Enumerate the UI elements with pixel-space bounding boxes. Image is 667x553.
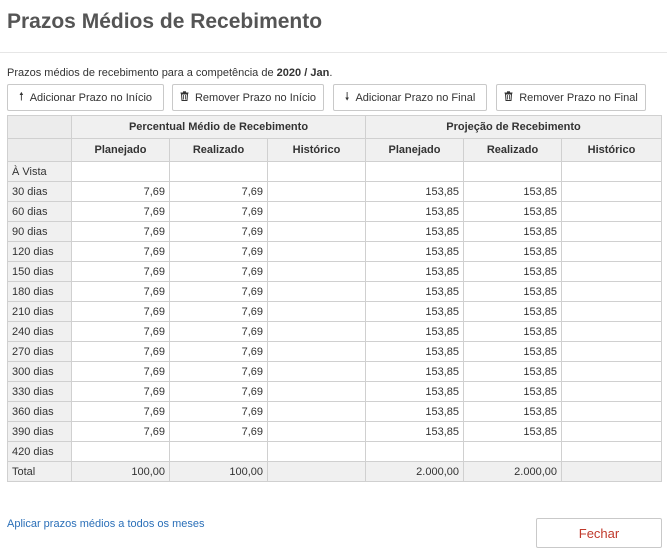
add-term-end-label: Adicionar Prazo no Final: [355, 91, 476, 104]
corner-cell: [8, 139, 72, 162]
value-cell[interactable]: [562, 442, 662, 462]
page-title: Prazos Médios de Recebimento: [7, 10, 323, 33]
value-cell[interactable]: 153,85: [366, 182, 464, 202]
term-label: 360 dias: [8, 402, 72, 422]
value-cell[interactable]: 153,85: [464, 422, 562, 442]
value-cell[interactable]: 153,85: [464, 242, 562, 262]
term-label: 240 dias: [8, 322, 72, 342]
value-cell[interactable]: [562, 222, 662, 242]
value-cell[interactable]: 7,69: [170, 262, 268, 282]
column-header: Histórico: [268, 139, 366, 162]
competence-subtitle: [7, 67, 332, 79]
value-cell[interactable]: 153,85: [366, 382, 464, 402]
value-cell[interactable]: [268, 442, 366, 462]
value-cell[interactable]: 153,85: [464, 282, 562, 302]
trash-icon: [504, 91, 513, 104]
value-cell[interactable]: 7,69: [170, 182, 268, 202]
value-cell[interactable]: [562, 382, 662, 402]
total-cell: [268, 462, 366, 482]
column-header: Planejado: [366, 139, 464, 162]
table-row: [8, 302, 662, 322]
column-header: Realizado: [170, 139, 268, 162]
table-row: [8, 402, 662, 422]
close-button[interactable]: Fechar: [536, 518, 662, 548]
value-cell[interactable]: [366, 162, 464, 182]
value-cell[interactable]: 153,85: [464, 322, 562, 342]
group-header-percent: Percentual Médio de Recebimento: [72, 116, 366, 139]
value-cell[interactable]: 153,85: [366, 282, 464, 302]
remove-term-end-button[interactable]: [496, 84, 646, 111]
value-cell[interactable]: 153,85: [366, 322, 464, 342]
term-label: 150 dias: [8, 262, 72, 282]
value-cell[interactable]: 153,85: [464, 262, 562, 282]
corner-cell: [8, 116, 72, 139]
value-cell[interactable]: [562, 282, 662, 302]
arrow-down-icon: 🠗: [344, 91, 350, 103]
value-cell[interactable]: [268, 322, 366, 342]
value-cell[interactable]: [268, 242, 366, 262]
value-cell[interactable]: [170, 442, 268, 462]
value-cell[interactable]: 153,85: [366, 302, 464, 322]
value-cell[interactable]: 153,85: [464, 302, 562, 322]
table-row: [8, 222, 662, 242]
add-term-start-label: Adicionar Prazo no Início: [29, 91, 153, 104]
value-cell[interactable]: [268, 362, 366, 382]
value-cell[interactable]: 7,69: [170, 402, 268, 422]
value-cell[interactable]: 7,69: [170, 382, 268, 402]
value-cell[interactable]: [268, 182, 366, 202]
value-cell[interactable]: [562, 422, 662, 442]
value-cell[interactable]: 7,69: [72, 282, 170, 302]
value-cell[interactable]: [268, 162, 366, 182]
term-label: 60 dias: [8, 202, 72, 222]
value-cell[interactable]: 153,85: [464, 402, 562, 422]
value-cell[interactable]: [366, 442, 464, 462]
table-row: [8, 202, 662, 222]
value-cell[interactable]: [268, 422, 366, 442]
table-row: [8, 382, 662, 402]
value-cell[interactable]: 153,85: [464, 222, 562, 242]
value-cell[interactable]: [170, 162, 268, 182]
trash-icon: [180, 91, 189, 104]
table-row: [8, 342, 662, 362]
subtitle-month: Jan: [310, 67, 330, 79]
value-cell[interactable]: [268, 302, 366, 322]
value-cell[interactable]: [72, 162, 170, 182]
value-cell[interactable]: 153,85: [366, 202, 464, 222]
total-cell: 100,00: [72, 462, 170, 482]
remove-term-end-label: Remover Prazo no Final: [519, 91, 638, 104]
table-row: [8, 162, 662, 182]
value-cell[interactable]: 153,85: [464, 362, 562, 382]
value-cell[interactable]: 7,69: [170, 422, 268, 442]
value-cell[interactable]: 153,85: [366, 362, 464, 382]
value-cell[interactable]: 153,85: [464, 342, 562, 362]
subtitle-year: 2020: [276, 67, 302, 79]
value-cell[interactable]: 7,69: [72, 382, 170, 402]
value-cell[interactable]: 7,69: [170, 242, 268, 262]
value-cell[interactable]: 153,85: [366, 262, 464, 282]
value-cell[interactable]: 153,85: [366, 342, 464, 362]
value-cell[interactable]: [72, 442, 170, 462]
table-row: [8, 262, 662, 282]
column-header: Realizado: [464, 139, 562, 162]
value-cell[interactable]: 7,69: [72, 362, 170, 382]
value-cell[interactable]: 153,85: [366, 242, 464, 262]
value-cell[interactable]: [562, 262, 662, 282]
value-cell[interactable]: [268, 382, 366, 402]
table-row: [8, 322, 662, 342]
value-cell[interactable]: 153,85: [366, 222, 464, 242]
value-cell[interactable]: 7,69: [72, 202, 170, 222]
total-cell: 2.000,00: [464, 462, 562, 482]
add-term-end-button[interactable]: [333, 84, 487, 111]
value-cell[interactable]: [562, 182, 662, 202]
value-cell[interactable]: 7,69: [72, 222, 170, 242]
table-row: [8, 282, 662, 302]
term-label: 180 dias: [8, 282, 72, 302]
value-cell[interactable]: 7,69: [170, 362, 268, 382]
value-cell[interactable]: 7,69: [72, 342, 170, 362]
value-cell[interactable]: 7,69: [72, 182, 170, 202]
term-label: 120 dias: [8, 242, 72, 262]
subtitle-prefix: Prazos médios de recebimento para a competência de: [7, 67, 274, 79]
value-cell[interactable]: [562, 202, 662, 222]
term-label: À Vista: [8, 162, 72, 182]
table-row: [8, 242, 662, 262]
value-cell[interactable]: 7,69: [170, 202, 268, 222]
value-cell[interactable]: 7,69: [72, 422, 170, 442]
term-label: 210 dias: [8, 302, 72, 322]
value-cell[interactable]: 153,85: [464, 202, 562, 222]
column-header: Planejado: [72, 139, 170, 162]
term-label: 90 dias: [8, 222, 72, 242]
title-divider: [0, 52, 667, 53]
column-header: Histórico: [562, 139, 662, 162]
value-cell[interactable]: 7,69: [170, 282, 268, 302]
subtitle-separator: /: [304, 67, 308, 79]
value-cell[interactable]: 7,69: [170, 322, 268, 342]
value-cell[interactable]: [562, 342, 662, 362]
term-label: 30 dias: [8, 182, 72, 202]
value-cell[interactable]: 7,69: [72, 242, 170, 262]
value-cell[interactable]: 153,85: [464, 382, 562, 402]
value-cell[interactable]: [562, 242, 662, 262]
value-cell[interactable]: [562, 322, 662, 342]
value-cell[interactable]: 7,69: [72, 302, 170, 322]
term-label: 390 dias: [8, 422, 72, 442]
value-cell[interactable]: [562, 402, 662, 422]
value-cell[interactable]: [562, 162, 662, 182]
term-label: 270 dias: [8, 342, 72, 362]
table-row: [8, 182, 662, 202]
value-cell[interactable]: [464, 442, 562, 462]
value-cell[interactable]: 7,69: [170, 342, 268, 362]
value-cell[interactable]: 7,69: [72, 402, 170, 422]
subtitle-suffix: .: [329, 67, 333, 79]
value-cell[interactable]: 7,69: [170, 222, 268, 242]
total-cell: 2.000,00: [366, 462, 464, 482]
group-header-projection: Projeção de Recebimento: [366, 116, 662, 139]
term-label: 420 dias: [8, 442, 72, 462]
value-cell[interactable]: [268, 202, 366, 222]
value-cell[interactable]: [562, 362, 662, 382]
value-cell[interactable]: [268, 262, 366, 282]
total-cell: 100,00: [170, 462, 268, 482]
receivables-terms-table: [7, 115, 662, 482]
value-cell[interactable]: 7,69: [72, 262, 170, 282]
arrow-up-icon: 🠕: [18, 91, 24, 103]
total-label: Total: [8, 462, 72, 482]
value-cell[interactable]: 153,85: [366, 402, 464, 422]
total-row: [8, 462, 662, 482]
table-row: [8, 422, 662, 442]
table-row: [8, 362, 662, 382]
value-cell[interactable]: 153,85: [464, 182, 562, 202]
value-cell[interactable]: [268, 342, 366, 362]
value-cell[interactable]: [268, 282, 366, 302]
value-cell[interactable]: [268, 402, 366, 422]
term-label: 330 dias: [8, 382, 72, 402]
term-label: 300 dias: [8, 362, 72, 382]
value-cell[interactable]: [268, 222, 366, 242]
remove-term-start-button[interactable]: [172, 84, 324, 111]
value-cell[interactable]: 153,85: [366, 422, 464, 442]
apply-all-months-link[interactable]: Aplicar prazos médios a todos os meses: [7, 518, 205, 530]
total-cell: [562, 462, 662, 482]
add-term-start-button[interactable]: [7, 84, 164, 111]
value-cell[interactable]: [562, 302, 662, 322]
remove-term-start-label: Remover Prazo no Início: [194, 91, 317, 104]
value-cell[interactable]: 7,69: [72, 322, 170, 342]
value-cell[interactable]: [464, 162, 562, 182]
value-cell[interactable]: 7,69: [170, 302, 268, 322]
table-row: [8, 442, 662, 462]
